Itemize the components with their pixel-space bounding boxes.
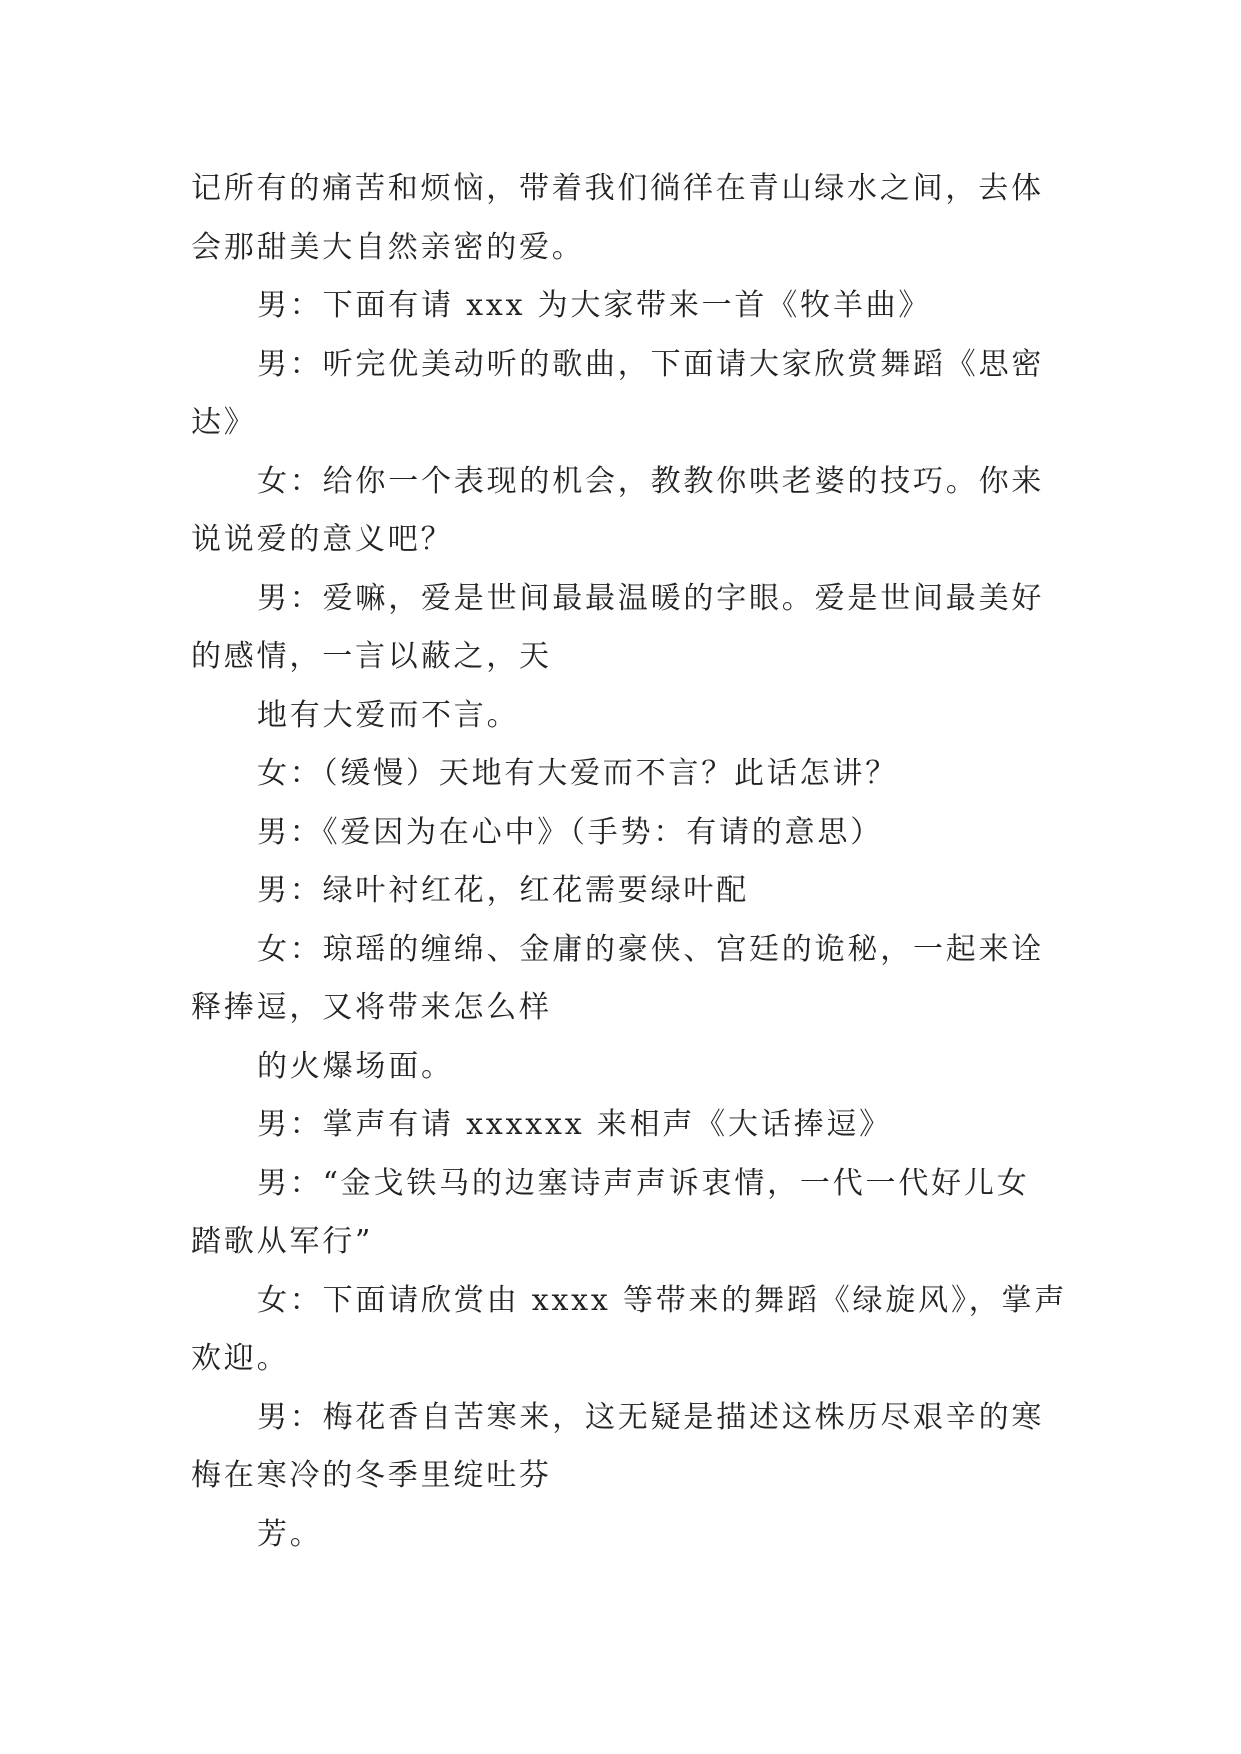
text-line: 会那甜美大自然亲密的爱。	[191, 229, 585, 265]
text-line: 芳。	[257, 1516, 323, 1552]
text-line: 男：绿叶衬红花，红花需要绿叶配	[257, 873, 749, 908]
text-line: 男：梅花香自苦寒来，这无疑是描述这株历尽艰辛的寒	[257, 1399, 1045, 1435]
text-line: 踏歌从军行”	[191, 1224, 374, 1259]
document-body	[191, 160, 1068, 1564]
text-line: 男：掌声有请 xxxxxx 来相声《大话捧逗》	[257, 1107, 892, 1142]
text-line: 的感情，一言以蔽之，天	[191, 639, 552, 674]
text-line: 记所有的痛苦和烦恼，带着我们徜徉在青山绿水之间，去体	[191, 171, 1044, 206]
text-line: 女：（缓慢）天地有大爱而不言？此话怎讲？	[257, 756, 898, 791]
text-line: 达》	[191, 405, 257, 440]
text-line: 男：爱嘛，爱是世间最最温暖的字眼。爱是世间最美好	[257, 580, 1045, 616]
text-line: 男：《爱因为在心中》（手势：有请的意思）	[257, 814, 883, 850]
text-line: 梅在寒冷的冬季里绽吐芬	[191, 1458, 552, 1493]
text-line: 地有大爱而不言。	[257, 697, 520, 733]
text-line: 男：“金戈铁马的边塞诗声声诉衷情，一代一代好儿女	[257, 1165, 1030, 1201]
text-line: 说说爱的意义吧？	[191, 522, 454, 557]
text-line: 男：听完优美动听的歌曲，下面请大家欣赏舞蹈《思密	[257, 346, 1045, 382]
text-line: 的火爆场面。	[257, 1048, 454, 1084]
text-line: 男：下面有请 xxx 为大家带来一首《牧羊曲》	[257, 288, 932, 323]
text-line: 女：琼瑶的缠绵、金庸的豪侠、宫廷的诡秘，一起来诠	[257, 931, 1045, 967]
text-line: 释捧逗，又将带来怎么样	[191, 990, 552, 1025]
text-line: 女：给你一个表现的机会，教教你哄老婆的技巧。你来	[257, 463, 1045, 499]
text-line: 女：下面请欣赏由 xxxx 等带来的舞蹈《绿旋风》，掌声	[257, 1282, 1068, 1318]
text-line: 欢迎。	[191, 1341, 290, 1376]
